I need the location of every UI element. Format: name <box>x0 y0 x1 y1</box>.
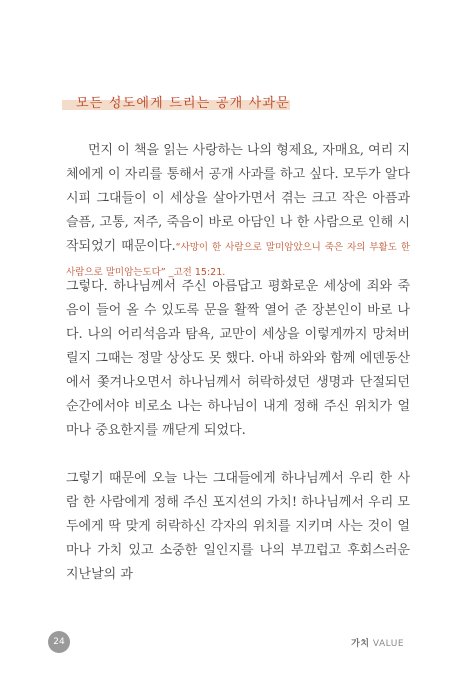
paragraph-1 <box>66 139 410 285</box>
scripture-quote: “사망이 한 사람으로 말미암았으니 죽은 자의 부활도 한 사람으로 말미암는도다” _고전 15:21. <box>66 242 410 278</box>
running-title-korean: 가치 <box>351 639 370 649</box>
section-heading: 모든 성도에게 드리는 공개 사과문 <box>76 96 290 111</box>
paragraph-3: 그렇기 때문에 오늘 나는 그대들에게 하나님께서 우리 한 사람 한 사람에게 정해 주신 포지션의 가치! 하나님께서 우리 모두에게 딱 맞게 허락하신 각자의 위치를 지키며 사는 것이 얼마나 가치 있고 소중한 일인지를 나의 부끄럽고 후회스러운 지난날의 과 <box>66 471 410 582</box>
running-title-english: VALUE <box>372 639 404 649</box>
page-number-badge: 24 <box>48 631 70 653</box>
paragraph-2: 그렇다. 하나님께서 주신 아름답고 평화로운 세상에 죄와 죽음이 들어 올 수 있도록 문을 활짝 열어 준 장본인이 바로 나다. 나의 어리석음과 탐욕, 교만이 세상을 이렇게까지 망쳐버릴지 그때는 정말 상상도 못 했다. 아내 하와와 함께 에덴동산에서 쫓겨나오면서 하나님께서 허락하셨던 생명과 단절되던 순간에서야 비로소 나는 하나님이 내게 정해 주신 위치가 얼마나 중요한지를 깨닫게 되었다. <box>66 279 410 438</box>
paragraph-1-text: 먼지 이 책을 읽는 사랑하는 나의 형제요, 자매요, 여리 지체에게 이 자리를 통해서 공개 사과를 하고 싶다. 모두가 알다시피 그대들이 이 세상을 살아가면서 겪는 크고 작은 아픔과 슬픔, 고통, 저주, 죽음이 바로 아담인 나 한 사람으로 인해 시작되었기 때문이다. <box>66 143 410 254</box>
running-title <box>351 636 404 649</box>
